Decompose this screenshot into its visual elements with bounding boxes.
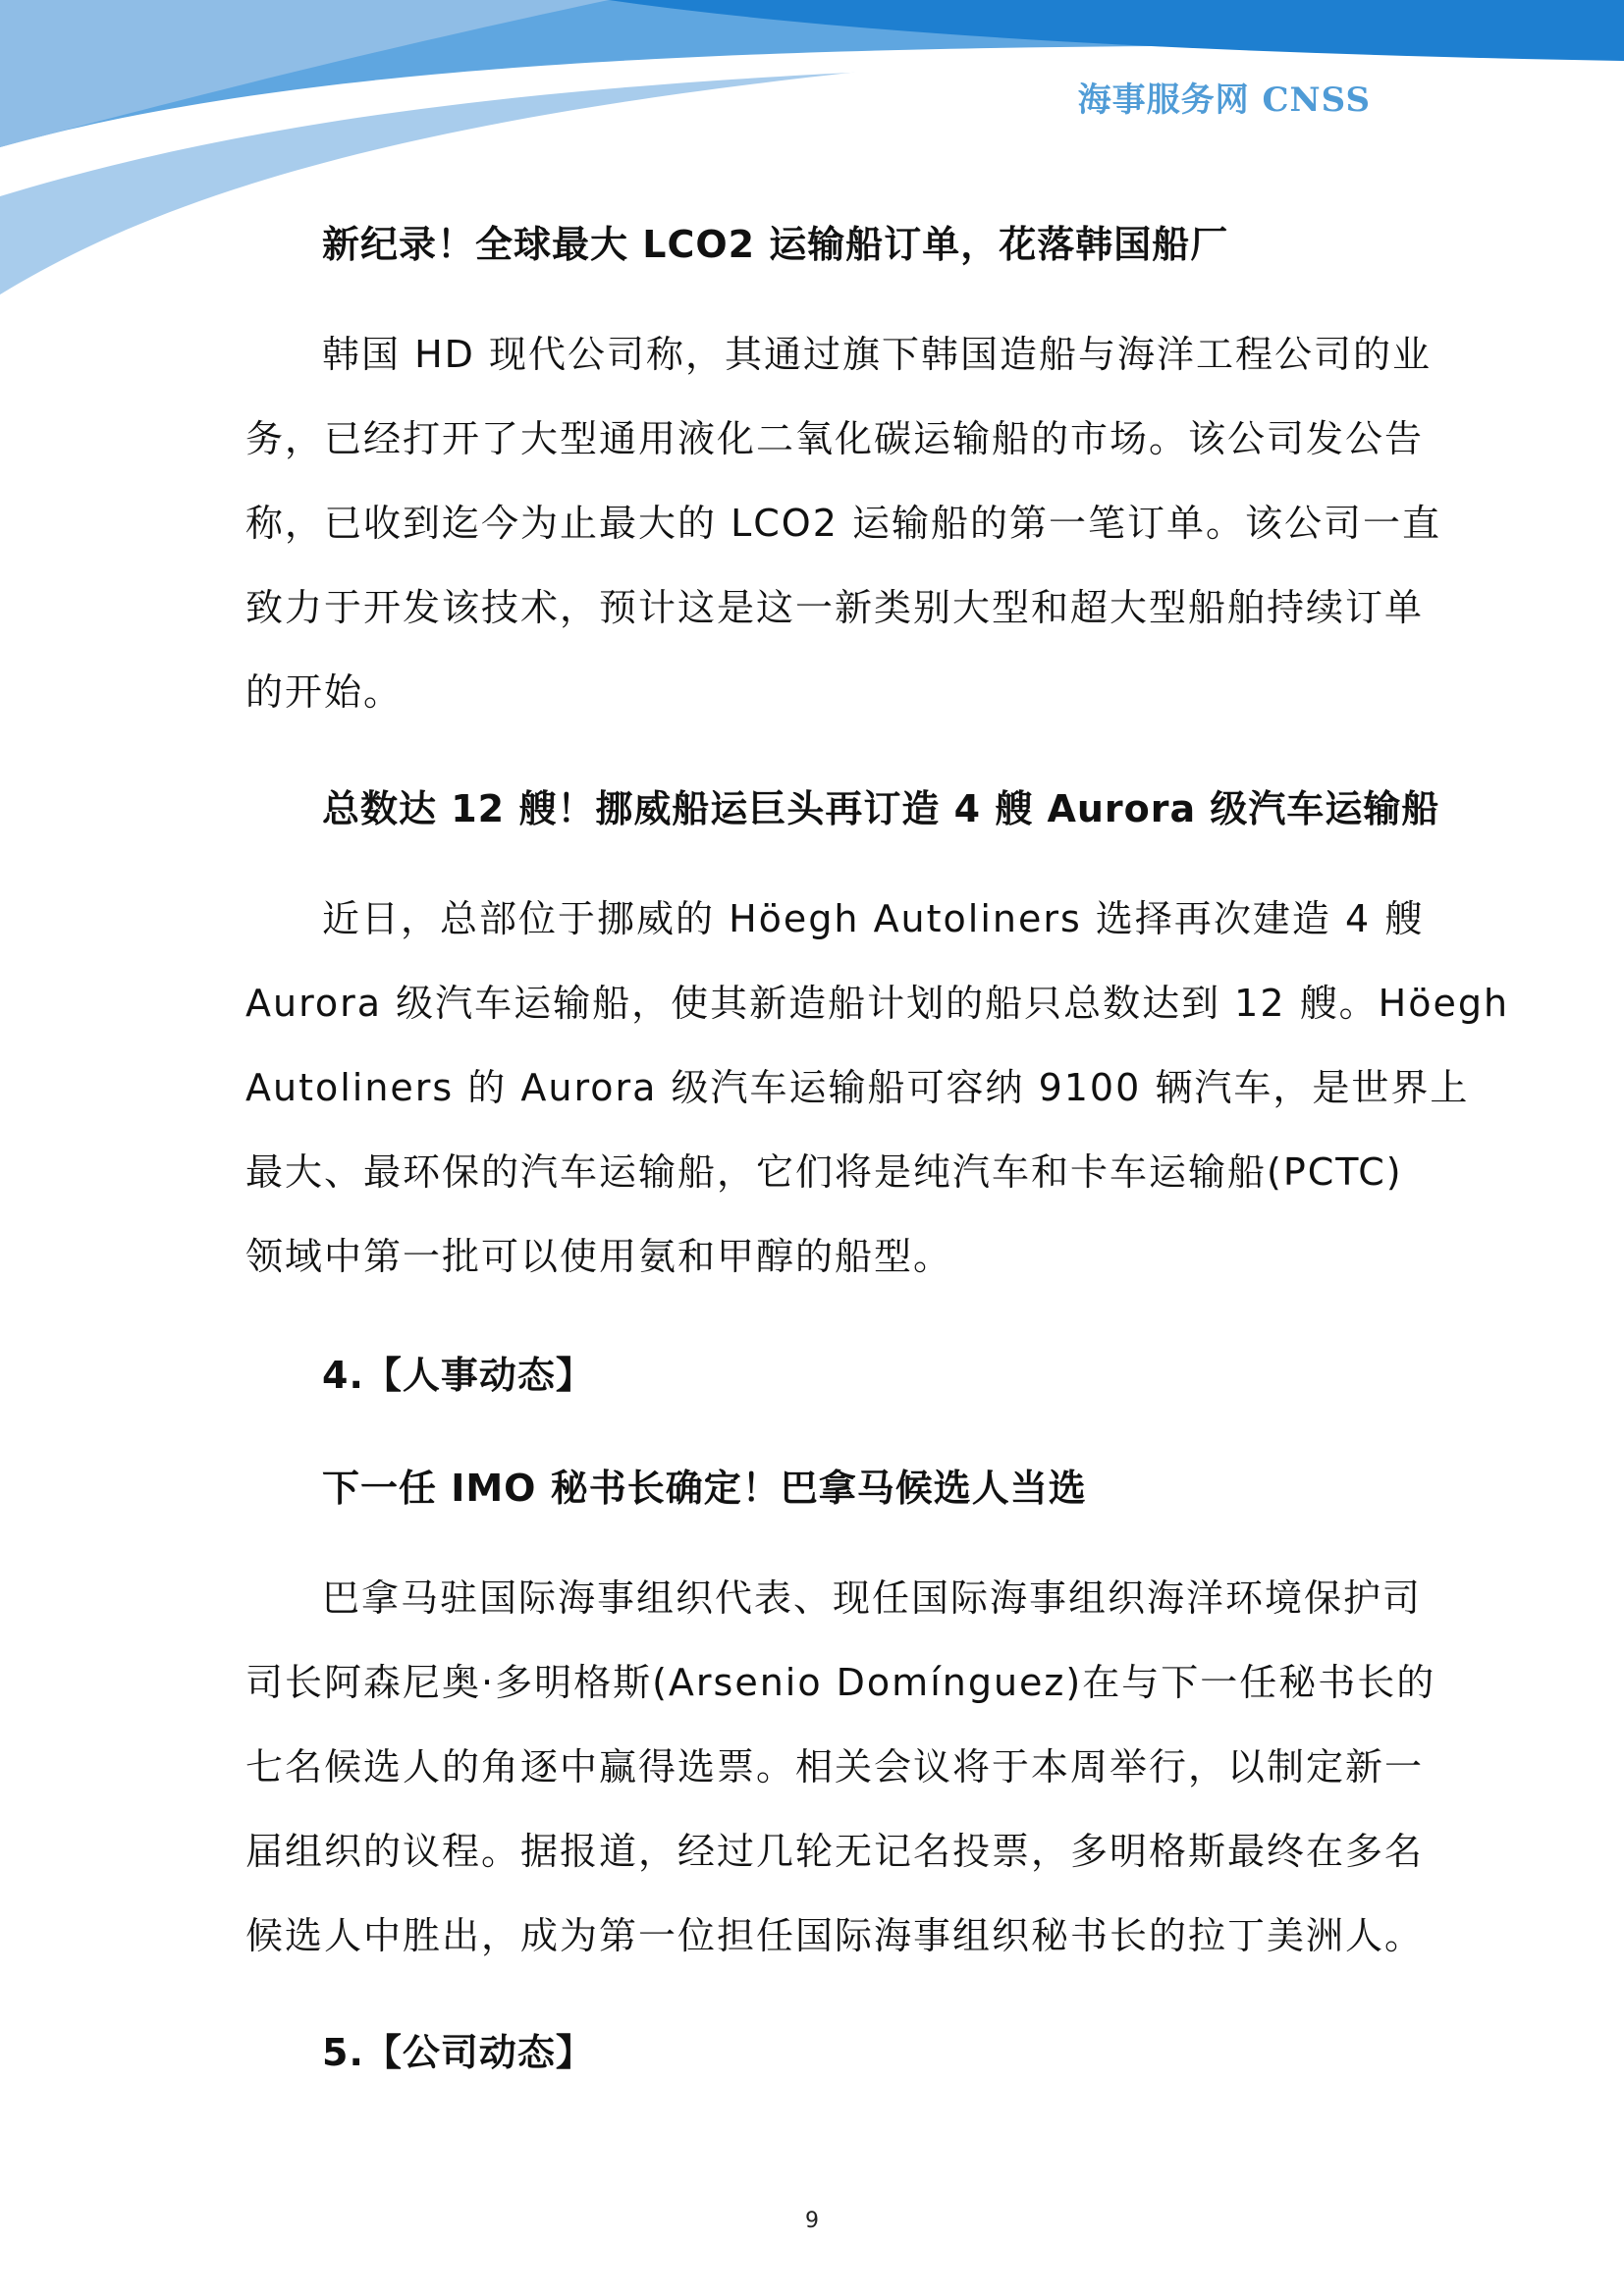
paragraph-line: 七名候选人的角逐中赢得选票。相关会议将于本周举行，以制定新一	[245, 1745, 1425, 1789]
paragraph-line: 称，已收到迄今为止最大的 LCO2 运输船的第一笔订单。该公司一直	[245, 502, 1441, 545]
brand-title: 海事服务网 CNSS	[1077, 80, 1371, 120]
article-heading-imo: 下一任 IMO 秘书长确定！巴拿马候选人当选	[322, 1467, 1087, 1510]
section-heading-personnel: 4.【人事动态】	[322, 1354, 594, 1397]
page-number: 9	[805, 2209, 819, 2233]
paragraph-line: 巴拿马驻国际海事组织代表、现任国际海事组织海洋环境保护司	[322, 1576, 1423, 1620]
paragraph-line: 韩国 HD 现代公司称，其通过旗下韩国造船与海洋工程公司的业	[322, 333, 1432, 376]
paragraph-line: 最大、最环保的汽车运输船，它们将是纯汽车和卡车运输船(PCTC)	[245, 1150, 1403, 1194]
paragraph-line: 的开始。	[245, 670, 404, 714]
paragraph-line: 届组织的议程。据报道，经过几轮无记名投票，多明格斯最终在多名	[245, 1830, 1425, 1873]
paragraph-line: 领域中第一批可以使用氨和甲醇的船型。	[245, 1235, 953, 1278]
article-heading-aurora: 总数达 12 艘！挪威船运巨头再订造 4 艘 Aurora 级汽车运输船	[322, 787, 1440, 830]
paragraph-line: 候选人中胜出，成为第一位担任国际海事组织秘书长的拉丁美洲人。	[245, 1914, 1425, 1957]
paragraph-line: 近日，总部位于挪威的 Höegh Autoliners 选择再次建造 4 艘	[322, 897, 1425, 940]
paragraph-line: 司长阿森尼奥·多明格斯(Arsenio Domínguez)在与下一任秘书长的	[245, 1661, 1436, 1704]
paragraph-line: 致力于开发该技术，预计这是这一新类别大型和超大型船舶持续订单	[245, 586, 1425, 629]
paragraph-line: 务，已经打开了大型通用液化二氧化碳运输船的市场。该公司发公告	[245, 417, 1425, 460]
section-heading-company: 5.【公司动态】	[322, 2031, 594, 2074]
paragraph-line: Aurora 级汽车运输船，使其新造船计划的船只总数达到 12 艘。Höegh	[245, 982, 1510, 1025]
article-paragraph-imo	[245, 1556, 1436, 1978]
paragraph-line: Autoliners 的 Aurora 级汽车运输船可容纳 9100 辆汽车，是世界上	[245, 1066, 1470, 1109]
article-paragraph-lco2	[245, 312, 1441, 734]
article-paragraph-aurora	[245, 877, 1510, 1299]
article-heading-lco2: 新纪录！全球最大 LCO2 运输船订单，花落韩国船厂	[322, 223, 1229, 266]
